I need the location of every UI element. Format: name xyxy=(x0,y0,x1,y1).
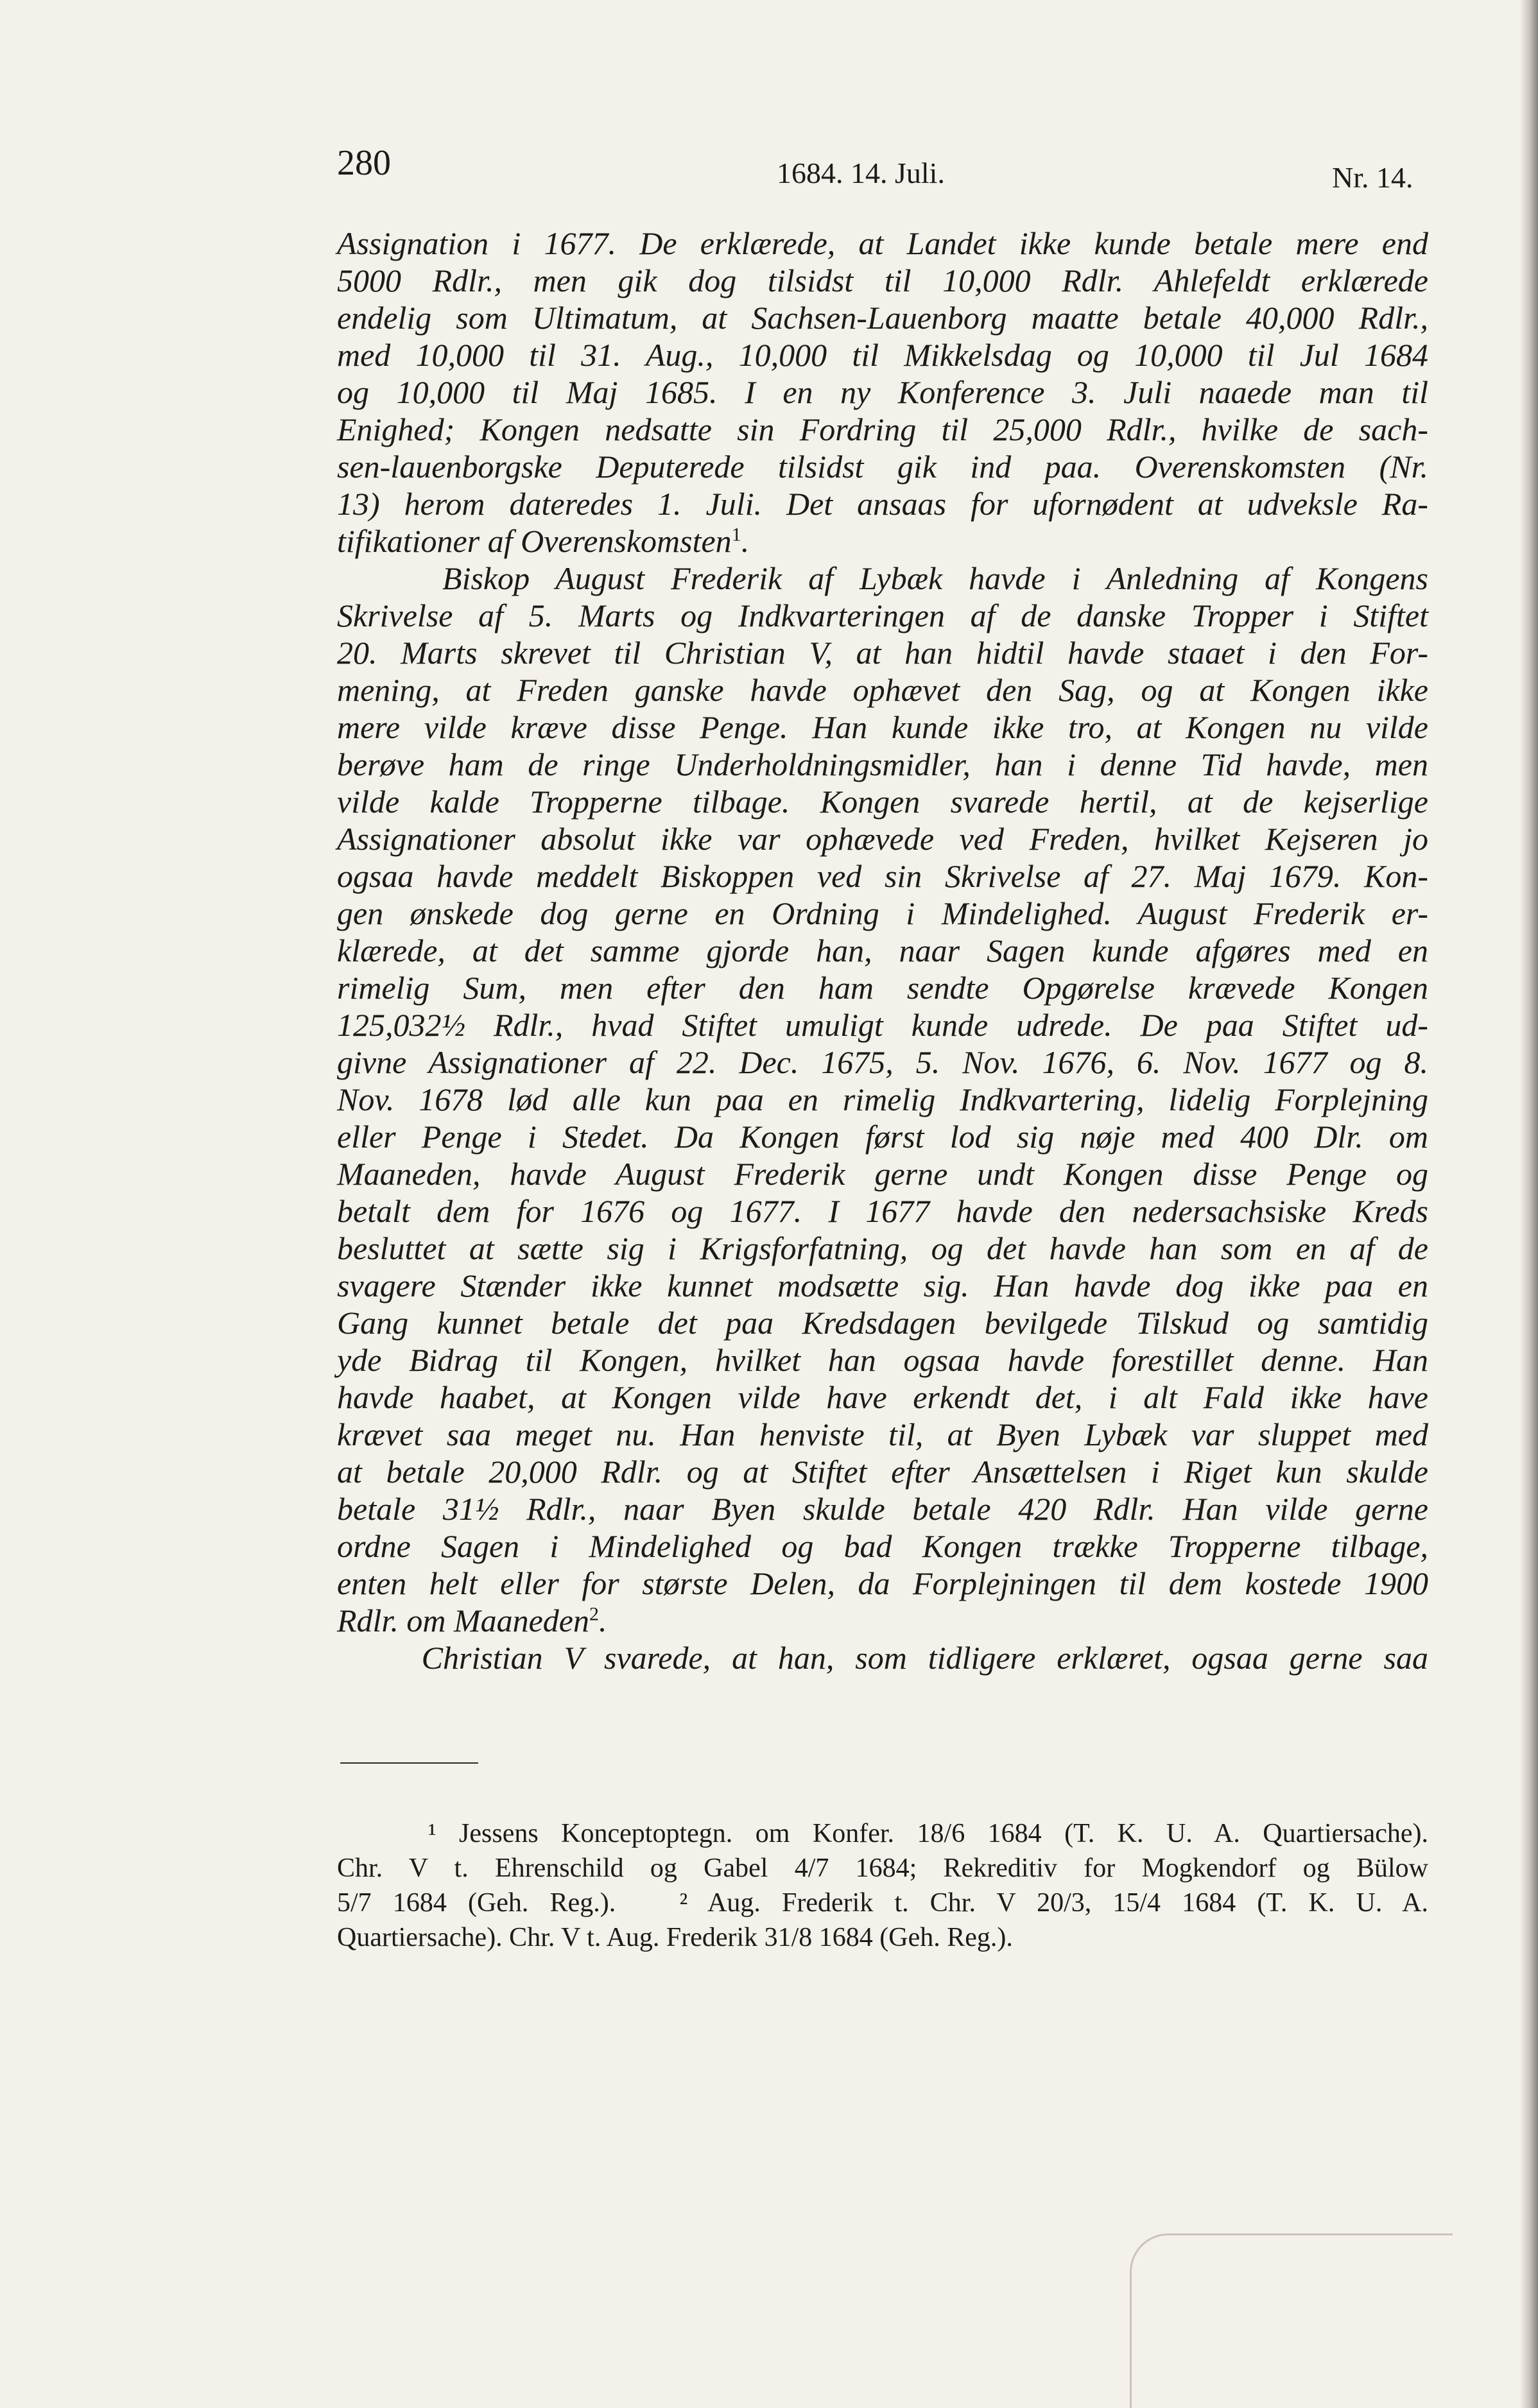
body-line: mening, at Freden ganske havde ophævet den Sag, og at Kongen ikke xyxy=(337,672,1428,708)
body-line: havde haabet, at Kongen vilde have erkendt det, i alt Fald ikke have xyxy=(337,1379,1428,1415)
body-line: rimelig Sum, men efter den ham sendte Opgørelse krævede Kongen xyxy=(337,970,1428,1006)
footnote-line: Quartiersache). Chr. V t. Aug. Frederik 31/8 1684 (Geh. Reg.). xyxy=(337,1923,1013,1952)
footnote-divider xyxy=(340,1762,478,1764)
body-line: ogsaa havde meddelt Biskoppen ved sin Skrivelse af 27. Maj 1679. Kon- xyxy=(337,858,1428,894)
footnote-line: ¹ Jessens Konceptoptegn. om Konfer. 18/6 1684 (T. K. U. A. Quartiersache). xyxy=(337,1819,1428,1848)
body-line: berøve ham de ringe Underholdningsmidler, han i denne Tid havde, men xyxy=(337,746,1428,782)
body-line: Skrivelse af 5. Marts og Indkvarteringen af de danske Tropper i Stiftet xyxy=(337,598,1428,633)
body-line: endelig som Ultimatum, at Sachsen-Lauenborg maatte betale 40,000 Rdlr., xyxy=(337,300,1428,336)
body-line: sen-lauenborgske Deputerede tilsidst gik ind paa. Overenskomsten (Nr. xyxy=(337,449,1428,485)
body-line: givne Assignationer af 22. Dec. 1675, 5. Nov. 1676, 6. Nov. 1677 og 8. xyxy=(337,1044,1428,1080)
footnotes xyxy=(337,1816,1428,1955)
footnote-ref-1: 1 xyxy=(731,524,741,546)
body-line: Christian V svarede, at han, som tidligere erklæret, ogsaa gerne saa xyxy=(337,1640,1428,1676)
body-line: tifikationer af Overenskomsten$^1$. xyxy=(337,523,750,559)
body-line: Rdlr. om Maaneden$^2$. xyxy=(337,1603,607,1638)
body-line: eller Penge i Stedet. Da Kongen først lod sig nøje med 400 Dlr. om xyxy=(337,1119,1428,1155)
page-edge-shadow xyxy=(1520,0,1538,2408)
page-curl-mark xyxy=(1130,2233,1453,2408)
footnote-line: 5/7 1684 (Geh. Reg.). ² Aug. Frederik t. Chr. V 20/3, 15/4 1684 (T. K. U. A. xyxy=(337,1888,1428,1918)
body-line: klærede, at det samme gjorde han, naar Sagen kunde afgøres med en xyxy=(337,933,1428,968)
body-line: betale 31½ Rdlr., naar Byen skulde betale 420 Rdlr. Han vilde gerne xyxy=(337,1491,1428,1527)
page-number: 280 xyxy=(337,143,391,183)
body-line: vilde kalde Tropperne tilbage. Kongen svarede hertil, at de kejserlige xyxy=(337,784,1428,820)
body-line: Nov. 1678 lød alle kun paa en rimelig Indkvartering, lidelig Forplejning xyxy=(337,1081,1428,1117)
body-line: 5000 Rdlr., men gik dog tilsidst til 10,000 Rdlr. Ahlefeldt erklærede xyxy=(337,262,1428,298)
body-text xyxy=(337,225,1428,1676)
body-line: Biskop August Frederik af Lybæk havde i Anledning af Kongens xyxy=(337,560,1428,596)
body-line: at betale 20,000 Rdlr. og at Stiftet efter Ansættelsen i Riget kun skulde xyxy=(337,1454,1428,1490)
page-header xyxy=(0,0,1538,205)
body-line-text: tifikationer af Overenskomsten xyxy=(337,523,732,559)
footnote-ref-2: 2 xyxy=(589,1603,599,1625)
body-line: svagere Stænder ikke kunnet modsætte sig. Han havde dog ikke paa en xyxy=(337,1268,1428,1303)
body-line: Gang kunnet betale det paa Kredsdagen bevilgede Tilskud og samtidig xyxy=(337,1305,1428,1341)
body-line: Assignation i 1677. De erklærede, at Landet ikke kunde betale mere end xyxy=(337,225,1428,261)
body-line: besluttet at sætte sig i Krigsforfatning, og det havde han som en af de xyxy=(337,1230,1428,1266)
body-line: mere vilde kræve disse Penge. Han kunde ikke tro, at Kongen nu vilde xyxy=(337,709,1428,745)
body-line: Assignationer absolut ikke var ophævede ved Freden, hvilket Kejseren jo xyxy=(337,821,1428,857)
document-number: Nr. 14. xyxy=(1332,161,1413,194)
body-line: gen ønskede dog gerne en Ordning i Mindelighed. August Frederik er- xyxy=(337,895,1428,931)
body-line-text: Rdlr. om Maaneden xyxy=(337,1603,589,1638)
body-line: krævet saa meget nu. Han henviste til, at Byen Lybæk var sluppet med xyxy=(337,1416,1428,1452)
body-line: betalt dem for 1676 og 1677. I 1677 havde den nedersachsiske Kreds xyxy=(337,1193,1428,1229)
body-line: 13) herom dateredes 1. Juli. Det ansaas for ufornødent at udveksle Ra- xyxy=(337,486,1428,522)
body-line: og 10,000 til Maj 1685. I en ny Konference 3. Juli naaede man til xyxy=(337,374,1428,410)
body-line: 125,032½ Rdlr., hvad Stiftet umuligt kunde udrede. De paa Stiftet ud- xyxy=(337,1007,1428,1043)
body-line: Enighed; Kongen nedsatte sin Fordring til 25,000 Rdlr., hvilke de sach- xyxy=(337,411,1428,447)
running-title: 1684. 14. Juli. xyxy=(777,157,945,189)
body-line: med 10,000 til 31. Aug., 10,000 til Mikkelsdag og 10,000 til Jul 1684 xyxy=(337,337,1428,373)
body-line: Maaneden, havde August Frederik gerne undt Kongen disse Penge og xyxy=(337,1156,1428,1192)
body-line: yde Bidrag til Kongen, hvilket han ogsaa havde forestillet denne. Han xyxy=(337,1342,1428,1378)
body-line: 20. Marts skrevet til Christian V, at han hidtil havde staaet i den For- xyxy=(337,635,1428,671)
body-line: ordne Sagen i Mindelighed og bad Kongen trække Tropperne tilbage, xyxy=(337,1528,1428,1564)
body-line: enten helt eller for største Delen, da Forplejningen til dem kostede 1900 xyxy=(337,1565,1428,1601)
footnote-line: Chr. V t. Ehrenschild og Gabel 4/7 1684; Rekreditiv for Mogkendorf og Bülow xyxy=(337,1853,1428,1883)
